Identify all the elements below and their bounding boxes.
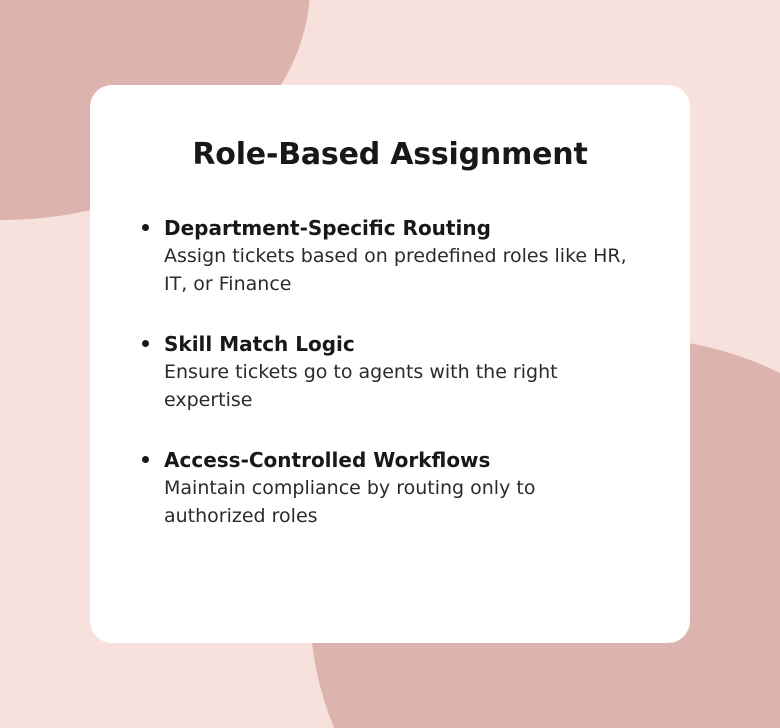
bullet-dot-icon xyxy=(142,456,149,463)
page-title: Role-Based Assignment xyxy=(192,137,588,172)
bullet-heading: Department-Specific Routing xyxy=(164,216,491,240)
bullet-dot-icon xyxy=(142,224,149,231)
bullet-dot-icon xyxy=(142,340,149,347)
bullet-heading: Skill Match Logic xyxy=(164,332,355,357)
bullet-description: Ensure tickets go to agents with the right expertise xyxy=(164,361,558,411)
list-item xyxy=(136,216,644,298)
bullet-description: Maintain compliance by routing only to authorized roles xyxy=(164,477,536,527)
bullet-description: Assign tickets based on predefined roles like HR, IT, or Finance xyxy=(164,245,627,295)
bullet-list xyxy=(136,216,644,530)
list-item xyxy=(136,448,644,530)
bullet-heading: Access-Controlled Workflows xyxy=(164,448,491,473)
list-item xyxy=(136,332,644,414)
content-card xyxy=(90,85,690,643)
